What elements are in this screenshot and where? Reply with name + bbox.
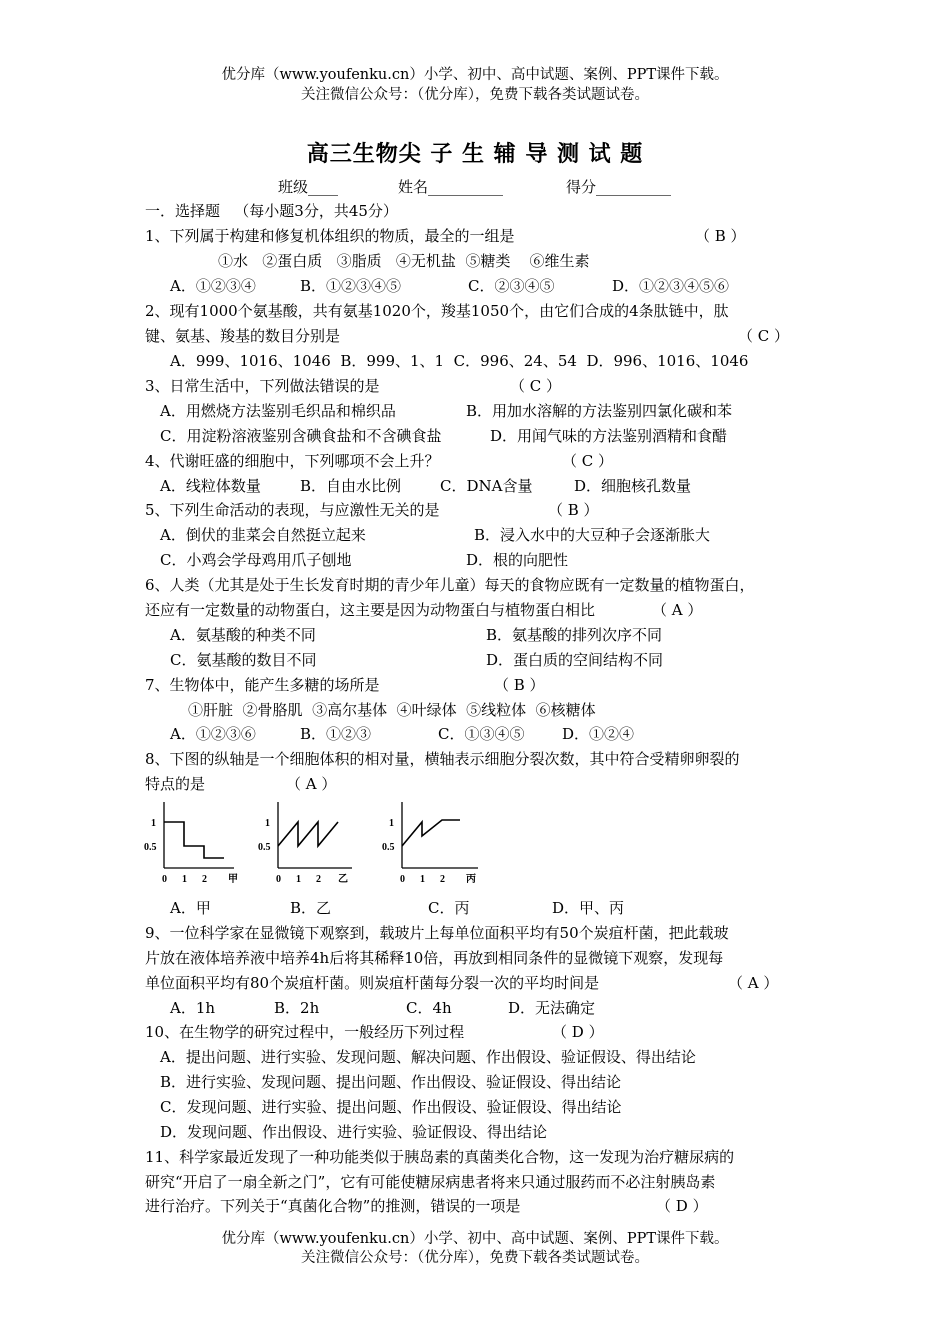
yi-curve <box>278 822 338 846</box>
q6-stem-2: 还应有一定数量的动物蛋白，这主要是因为动物蛋白与植物蛋白相比 <box>145 601 596 619</box>
jia-x-tick-0: 0 <box>162 874 167 885</box>
q4-option-b: B．自由水比例 <box>300 477 402 495</box>
q7-items: ①肝脏 ②骨胳肌 ③高尔基体 ④叶绿体 ⑤线粒体 ⑥核糖体 <box>188 701 596 719</box>
q4-stem: 4、代谢旺盛的细胞中，下列哪项不会上升？ <box>145 452 440 470</box>
q6-answer: （ A ） <box>652 601 703 619</box>
q9-option-b: B．2h <box>274 999 320 1017</box>
q9-stem-3: 单位面积平均有80个炭疽杆菌。则炭疽杆菌每分裂一次的平均时间是 <box>145 974 600 992</box>
q10-option-d: D．发现问题、作出假设、进行实验、验证假设、得出结论 <box>160 1123 548 1141</box>
q11-stem-1: 11、科学家最近发现了一种功能类似于胰岛素的真菌类化合物，这一发现为治疗糖尿病的 <box>145 1148 735 1166</box>
q1-option-a: A．①②③④ <box>170 277 256 295</box>
q11-stem-3: 进行治疗。下列关于“真菌化合物”的推测，错误的一项是 <box>145 1197 521 1215</box>
bing-x-tick-0: 0 <box>400 874 405 885</box>
bing-x-tick-2: 2 <box>440 874 445 885</box>
q7-option-b: B．①②③ <box>300 725 372 743</box>
q11-stem-2: 研究“开启了一扇全新之门”，它有可能使糖尿病患者将来只通过服药而不必注射胰岛素 <box>145 1173 716 1191</box>
q6-stem-1: 6、人类（尤其是处于生长发育时期的青少年儿童）每天的食物应既有一定数量的植物蛋白， <box>145 576 755 594</box>
q6-option-d: D．蛋白质的空间结构不同 <box>486 651 664 669</box>
yi-y-tick-05: 0.5 <box>258 842 271 853</box>
header-line-2: 关注微信公众号：（优分库），免费下载各类试题试卷。 <box>301 87 649 103</box>
q2-options: A．999、1016、1046 B．999、1、1 C．996、24、54 D．996、1016、1046 <box>170 352 749 370</box>
q7-answer: （ B ） <box>494 676 545 694</box>
q3-stem: 3、日常生活中，下列做法错误的是 <box>145 377 380 395</box>
q9-option-c: C．4h <box>406 999 452 1017</box>
jia-y-tick-05: 0.5 <box>144 842 157 853</box>
q8-answer: （ A ） <box>286 775 337 793</box>
q10-option-b: B．进行实验、发现问题、提出问题、作出假设、验证假设、得出结论 <box>160 1073 622 1091</box>
q1-answer: （ B ） <box>695 227 746 245</box>
q3-option-c: C．用淀粉溶液鉴别含碘食盐和不含碘食盐 <box>160 427 442 445</box>
q4-option-d: D．细胞核孔数量 <box>574 477 692 495</box>
q10-answer: （ D ） <box>552 1023 604 1041</box>
q8-option-a: A．甲 <box>170 899 211 917</box>
yi-x-tick-2: 2 <box>316 874 321 885</box>
q1-stem: 1、下列属于构建和修复机体组织的物质，最全的一组是 <box>145 227 515 245</box>
page-title: 高三生物尖 子 生 辅 导 测 试 题 <box>306 141 644 167</box>
q2-stem-1: 2、现有1000个氨基酸，共有氨基1020个，羧基1050个，由它们合成的4条肽链中，肽 <box>145 302 729 320</box>
q3-option-a: A．用燃烧方法鉴别毛织品和棉织品 <box>160 402 396 420</box>
q8-option-b: B．乙 <box>290 899 332 917</box>
jia-curve <box>164 822 224 858</box>
q5-stem: 5、下列生命活动的表现，与应激性无关的是 <box>145 501 440 519</box>
q9-option-d: D．无法确定 <box>508 999 596 1017</box>
jia-label: 甲 <box>228 874 238 885</box>
yi-label: 乙 <box>338 874 348 885</box>
bing-y-tick-05: 0.5 <box>382 842 395 853</box>
q3-answer: （ C ） <box>510 377 562 395</box>
q7-option-c: C．①③④⑤ <box>438 725 525 743</box>
bing-x-tick-1: 1 <box>420 874 425 885</box>
yi-x-tick-1: 1 <box>296 874 301 885</box>
section-heading: 一．选择题 （每小题3分，共45分） <box>145 202 398 220</box>
q6-option-b: B．氨基酸的排列次序不同 <box>486 626 663 644</box>
q8-stem-2: 特点的是 <box>145 775 206 793</box>
q6-option-a: A．氨基酸的种类不同 <box>170 626 316 644</box>
q9-stem-2: 片放在液体培养液中培养4h后将其稀释10倍，再放到相同条件的显微镜下观察，发现每 <box>145 949 724 967</box>
q1-option-d: D．①②③④⑤⑥ <box>612 277 730 295</box>
q1-option-b: B．①②③④⑤ <box>300 277 402 295</box>
yi-y-tick-1: 1 <box>265 818 270 829</box>
bing-y-tick-1: 1 <box>389 818 394 829</box>
class-field: 班级____ <box>278 178 339 196</box>
q7-option-d: D．①②④ <box>562 725 635 743</box>
header-line-1: 优分库（www.youfenku.cn）小学、初中、高中试题、案例、PPT课件下载。 <box>221 67 729 83</box>
q1-items: ①水 ②蛋白质 ③脂质 ④无机盐 ⑤糖类 ⑥维生素 <box>218 252 590 270</box>
q5-option-a: A．倒伏的韭菜会自然挺立起来 <box>160 526 366 544</box>
q7-stem: 7、生物体中，能产生多糖的场所是 <box>145 676 380 694</box>
jia-x-tick-1: 1 <box>182 874 187 885</box>
q5-answer: （ B ） <box>548 501 599 519</box>
q4-answer: （ C ） <box>562 452 614 470</box>
q4-option-a: A．线粒体数量 <box>160 477 261 495</box>
q8-option-d: D．甲、丙 <box>552 899 625 917</box>
q2-answer: （ C ） <box>738 327 790 345</box>
score-field: 得分__________ <box>566 178 672 196</box>
q3-option-b: B．用加水溶解的方法鉴别四氯化碳和苯 <box>466 402 733 420</box>
footer-line-2: 关注微信公众号：（优分库），免费下载各类试题试卷。 <box>301 1250 649 1266</box>
footer-line-1: 优分库（www.youfenku.cn）小学、初中、高中试题、案例、PPT课件下载。 <box>221 1231 729 1247</box>
q9-stem-1: 9、一位科学家在显微镜下观察到，载玻片上每单位面积平均有50个炭疽杆菌，把此载玻 <box>145 924 729 942</box>
bing-label: 丙 <box>466 874 476 885</box>
q7-option-a: A．①②③⑥ <box>170 725 256 743</box>
q5-option-b: B．浸入水中的大豆种子会逐渐胀大 <box>474 526 711 544</box>
q3-option-d: D．用闻气味的方法鉴别酒精和食醋 <box>490 427 728 445</box>
q6-option-c: C．氨基酸的数目不同 <box>170 651 317 669</box>
q5-option-d: D．根的向肥性 <box>466 551 569 569</box>
q1-option-c: C．②③④⑤ <box>468 277 555 295</box>
name-field: 姓名__________ <box>398 178 504 196</box>
q9-answer: （ A ） <box>728 974 779 992</box>
q8-option-c: C．丙 <box>428 899 470 917</box>
q4-option-c: C．DNA含量 <box>440 477 533 495</box>
q11-answer: （ D ） <box>656 1197 708 1215</box>
q10-option-c: C．发现问题、进行实验、提出问题、作出假设、验证假设、得出结论 <box>160 1098 622 1116</box>
jia-y-tick-1: 1 <box>151 818 156 829</box>
q8-graphs <box>140 796 490 891</box>
q5-option-c: C．小鸡会学母鸡用爪子刨地 <box>160 551 352 569</box>
yi-x-tick-0: 0 <box>276 874 281 885</box>
q8-stem-1: 8、下图的纵轴是一个细胞体积的相对量，横轴表示细胞分裂次数，其中符合受精卵卵裂的 <box>145 750 740 768</box>
q10-option-a: A．提出问题、进行实验、发现问题、解决问题、作出假设、验证假设、得出结论 <box>160 1048 696 1066</box>
q2-stem-2: 键、氨基、羧基的数目分别是 <box>145 327 341 345</box>
q9-option-a: A．1h <box>170 999 216 1017</box>
bing-curve <box>402 820 460 846</box>
jia-x-tick-2: 2 <box>202 874 207 885</box>
q10-stem: 10、在生物学的研究过程中，一般经历下列过程 <box>145 1023 465 1041</box>
